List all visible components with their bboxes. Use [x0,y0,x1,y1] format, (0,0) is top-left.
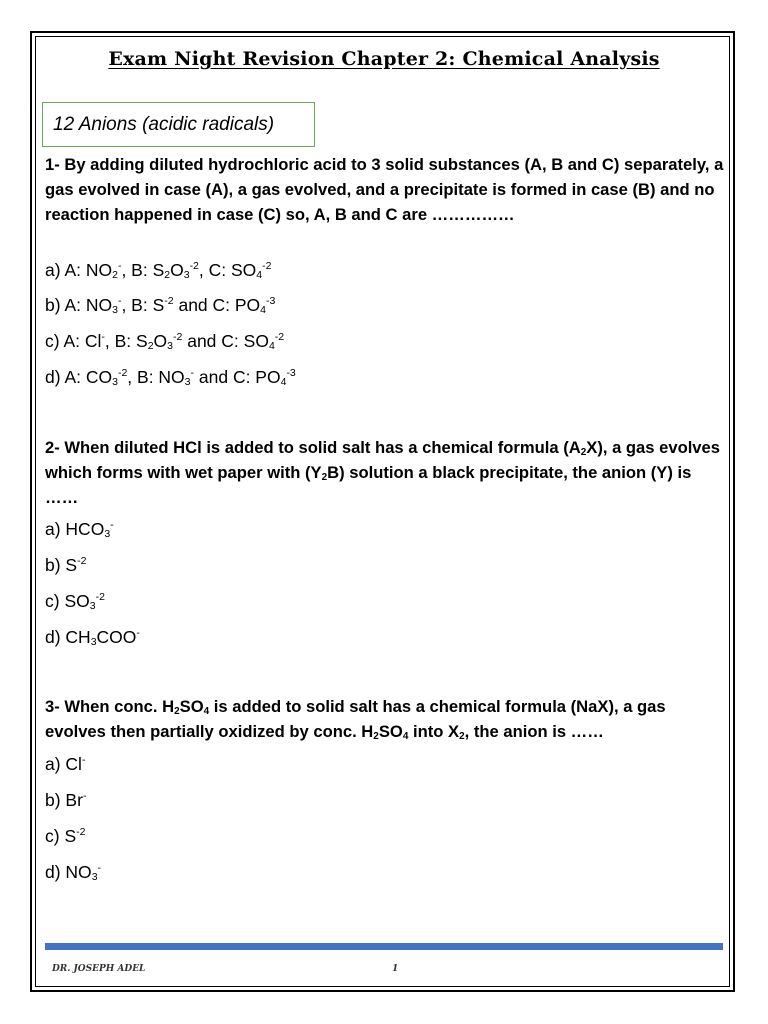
question-2-option-d: d) $CH_3COO^-$ [45,627,140,649]
question-1-option-a: a) A: $NO_2^-$, B: $S_2O_3^{-2}$, C: $SO_4^{-2}$ [45,260,272,282]
question-1-option-c: c) A: Cl-, B: $S_2O_3^{-2}$ and C: $SO_4^{-2}$ [45,331,285,353]
question-3-stem: 3- When conc. $H_2SO_4$ is added to solid salt has a chemical formula (NaX), a gas evolves then partially oxidized by conc. $H_2SO_4$ into $X_2$, the anion is …… [45,697,666,742]
question-2-option-a: a) $HCO_3^-$ [45,519,114,541]
footer-page-number: 1 [392,964,399,974]
question-3-option-b: b) Br- [45,790,87,810]
footer-author: DR. JOSEPH ADEL [52,964,146,974]
section-title-box [42,102,315,147]
question-1-option-d: d) A: $CO_3^{-2}$, B: $NO_3^-$ and C: $PO_4^{-3}$ [45,367,296,389]
footer-accent-bar [45,943,723,950]
question-3-option-a: a) Cl- [45,754,86,774]
question-2-option-b: b) $S^{-2}$ [45,555,87,575]
question-1-stem: 1- By adding diluted hydrochloric acid to 3 solid substances (A, B and C) separately, a gas evolved in case (A), a gas evolved, and a precipitate is formed in case (B) and no reaction happened in case (C) so, A, B and C are …………… [45,155,724,224]
question-2-stem: 2- When diluted HCl is added to solid salt has a chemical formula $(A_2X)$, a gas evolves which forms with wet paper with $(Y_2B)$ solution a black precipitate, the anion (Y) is …… [45,438,720,507]
question-3-option-c: c) $S^{-2}$ [45,826,86,846]
page-title: Exam Night Revision Chapter 2: Chemical Analysis [108,48,660,70]
question-3-option-d: d) $NO_3^-$ [45,862,102,884]
question-1-option-b: b) A: $NO_3^-$, B: $S^{-2}$ and C: $PO_4^{-3}$ [45,295,276,317]
question-2-option-c: c) $SO_3^{-2}$ [45,591,105,613]
section-title: 12 Anions (acidic radicals) [53,113,275,135]
